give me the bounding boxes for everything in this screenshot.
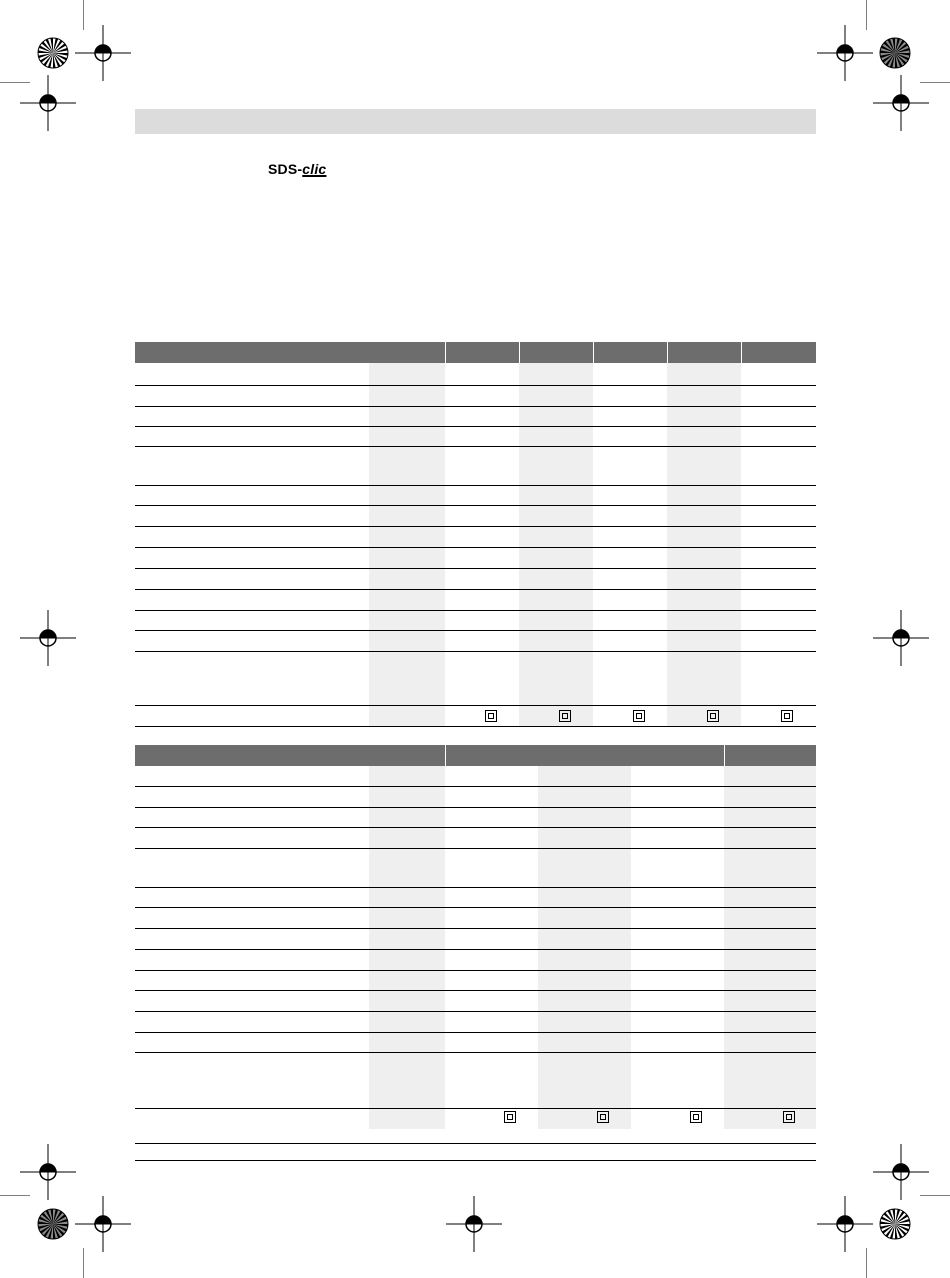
table-1-header [135, 342, 816, 363]
table-1-row-rule [135, 385, 816, 386]
crosshair-registration-icon [444, 1194, 504, 1254]
crosshair-registration-icon [815, 1194, 875, 1254]
table-1-header-divider [445, 342, 446, 363]
table-1-row-rule [135, 630, 816, 631]
double-insulation-icon [485, 710, 497, 722]
table-2-row-rule [135, 949, 816, 950]
table-1-row-rule [135, 589, 816, 590]
table-1-row-rule [135, 485, 816, 486]
table-1-row-rule [135, 726, 816, 727]
table-2-header-divider [724, 745, 725, 766]
table-1-header-divider [741, 342, 742, 363]
trim-line [0, 82, 30, 83]
table-1-shaded-column [369, 363, 445, 726]
double-insulation-icon [783, 1111, 795, 1123]
table-2-row-rule [135, 848, 816, 849]
table-1-row-rule [135, 446, 816, 447]
table-1-row-rule [135, 547, 816, 548]
table-2-row-rule [135, 990, 816, 991]
table-2-row-rule [135, 970, 816, 971]
crosshair-registration-icon [73, 1194, 133, 1254]
table-2-header [135, 745, 816, 766]
page-bottom-rule [135, 1160, 816, 1161]
technical-data-table-1 [135, 342, 816, 726]
trim-line [920, 1195, 950, 1196]
double-insulation-icon [781, 710, 793, 722]
trim-line [83, 0, 84, 30]
table-1-shaded-column [519, 363, 593, 726]
double-insulation-icon [633, 710, 645, 722]
table-2-row-rule [135, 1052, 816, 1053]
crosshair-registration-icon [815, 23, 875, 83]
double-insulation-icon [707, 710, 719, 722]
trim-line [83, 1248, 84, 1278]
table-1-row-rule [135, 651, 816, 652]
trim-line [866, 0, 867, 30]
table-1-row-rule [135, 568, 816, 569]
crosshair-registration-icon [73, 23, 133, 83]
table-2-shaded-column [538, 766, 631, 1129]
double-insulation-icon [597, 1111, 609, 1123]
trim-line [0, 1195, 30, 1196]
table-2-shaded-column [369, 766, 445, 1129]
table-1-header-divider [519, 342, 520, 363]
logo-suffix: clic [302, 161, 327, 177]
table-2-header-divider [445, 745, 446, 766]
table-2-shaded-column [724, 766, 816, 1129]
table-1-row-rule [135, 505, 816, 506]
trim-line [866, 1248, 867, 1278]
table-2-row-rule [135, 1032, 816, 1033]
double-insulation-icon [504, 1111, 516, 1123]
crosshair-registration-icon [871, 1142, 931, 1202]
double-insulation-icon [690, 1111, 702, 1123]
table-2-row-rule [135, 1011, 816, 1012]
footnote-rule [135, 1143, 816, 1144]
crosshair-registration-icon [871, 608, 931, 668]
table-1-header-divider [667, 342, 668, 363]
table-2-row-rule [135, 1108, 816, 1109]
table-1-row-rule [135, 526, 816, 527]
trim-line [920, 82, 950, 83]
table-2-row-rule [135, 827, 816, 828]
table-1-row-rule [135, 705, 816, 706]
sds-clic-logo [268, 161, 326, 177]
table-1-header-divider [593, 342, 594, 363]
crosshair-registration-icon [18, 1142, 78, 1202]
table-1-row-rule [135, 406, 816, 407]
table-2-row-rule [135, 887, 816, 888]
crosshair-registration-icon [18, 608, 78, 668]
table-1-row-rule [135, 426, 816, 427]
table-2-row-rule [135, 907, 816, 908]
technical-data-table-2 [135, 745, 816, 1129]
table-1-shaded-column [667, 363, 741, 726]
logo-prefix: SDS- [268, 161, 303, 177]
table-2-row-rule [135, 786, 816, 787]
table-1-row-rule [135, 610, 816, 611]
table-2-row-rule [135, 807, 816, 808]
table-2-row-rule [135, 928, 816, 929]
page-header-band [135, 109, 816, 134]
double-insulation-icon [559, 710, 571, 722]
